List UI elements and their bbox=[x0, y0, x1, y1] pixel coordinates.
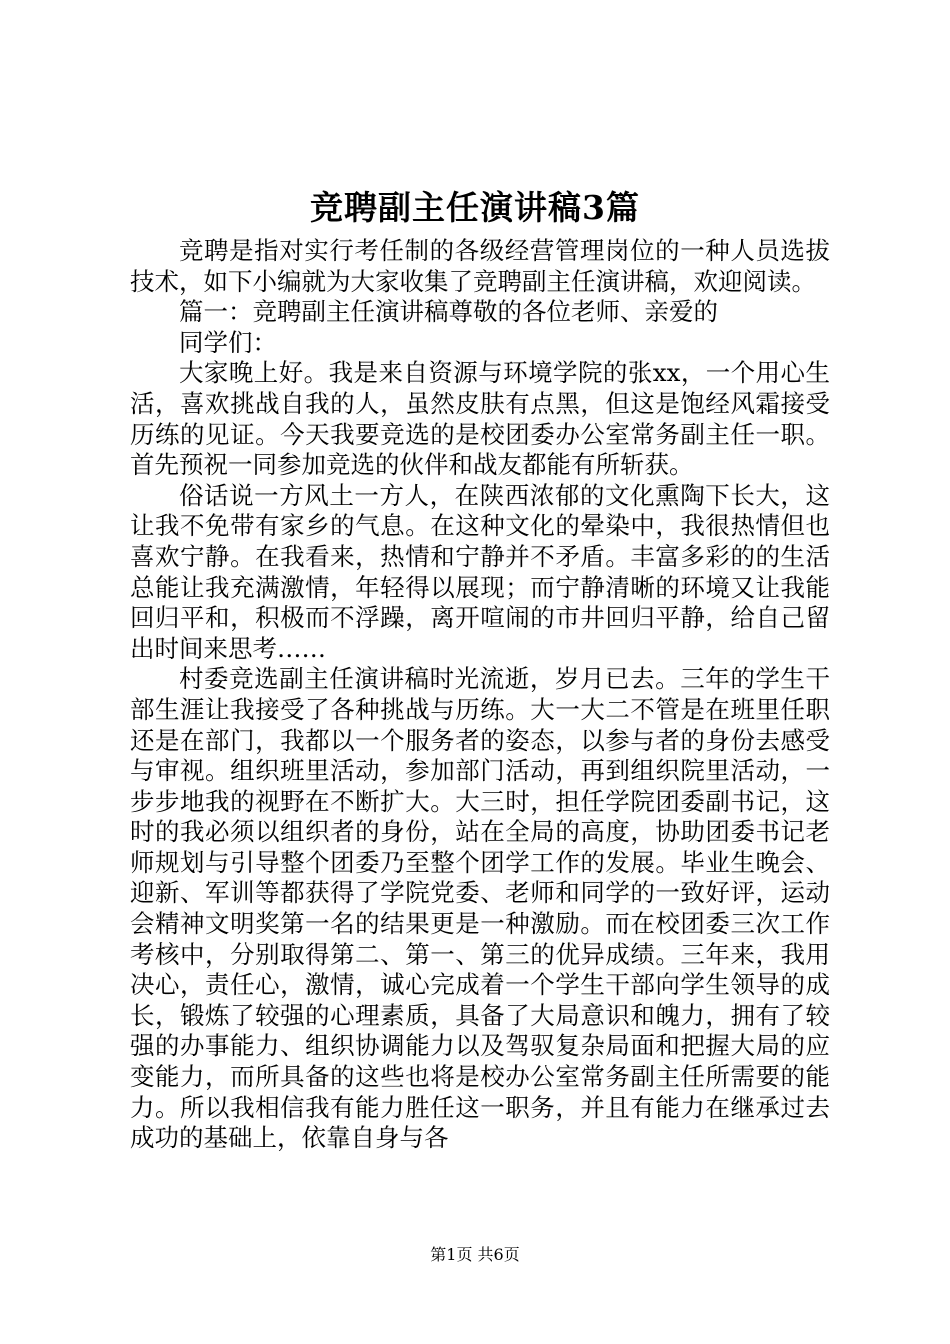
paragraph-hometown: 俗话说一方风土一方人，在陕西浓郁的文化熏陶下长大，这让我不免带有家乡的气息。在这种文化的晕染中，我很热情但也喜欢宁静。在我看来，热情和宁静并不矛盾。丰富多彩的的生活总能让我充满激情，年轻得以展现；而宁静清晰的环境又让我能回归平和，积极而不浮躁，离开喧闹的市井回归平静，给自己留出时间来思考…… bbox=[130, 480, 830, 663]
paragraph-intro: 竞聘是指对实行考任制的各级经营管理岗位的一种人员选拔技术，如下小编就为大家收集了竞聘副主任演讲稿，欢迎阅读。 bbox=[130, 236, 830, 296]
paragraph-section-heading: 篇一：竞聘副主任演讲稿尊敬的各位老师、亲爱的 bbox=[179, 297, 718, 327]
paragraph-experience: 村委竞选副主任演讲稿时光流逝，岁月已去。三年的学生干部生涯让我接受了各种挑战与历练。大一大二不管是在班里任职还是在部门，我都以一个服务者的姿态，以参与者的身份去感受与审视。组织班里活动，参加部门活动，再到组织院里活动，一步步地我的视野在不断扩大。大三时，担任学院团委副书记，这时的我必须以组织者的身份，站在全局的高度，协助团委书记老师规划与引导整个团委乃至整个团学工作的发展。毕业生晚会、迎新、军训等都获得了学院党委、老师和同学的一致好评，运动会精神文明奖第一名的结果更是一种激励。而在校团委三次工作考核中，分别取得第二、第一、第三的优异成绩。三年来，我用决心，责任心，激情，诚心完成着一个学生干部向学生领导的成长，锻炼了较强的心理素质，具备了大局意识和魄力，拥有了较强的办事能力、组织协调能力以及驾驭复杂局面和把握大局的应变能力，而所具备的这些也将是校办公室常务副主任所需要的能力。所以我相信我有能力胜任这一职务，并且有能力在继承过去成功的基础上，依靠自身与各 bbox=[130, 664, 830, 1153]
paragraph-greeting: 大家晚上好。我是来自资源与环境学院的张xx，一个用心生活，喜欢挑战自我的人，虽然皮肤有点黑，但这是饱经风霜接受历练的见证。今天我要竞选的是校团委办公室常务副主任一职。首先预祝一同参加竞选的伙伴和战友都能有所斩获。 bbox=[130, 358, 830, 480]
paragraph-salutation: 同学们： bbox=[179, 327, 277, 357]
page-number: 第1页 共6页 bbox=[430, 1245, 520, 1264]
document-body bbox=[130, 236, 830, 1154]
document-title: 竞聘副主任演讲稿3篇 bbox=[310, 188, 640, 227]
